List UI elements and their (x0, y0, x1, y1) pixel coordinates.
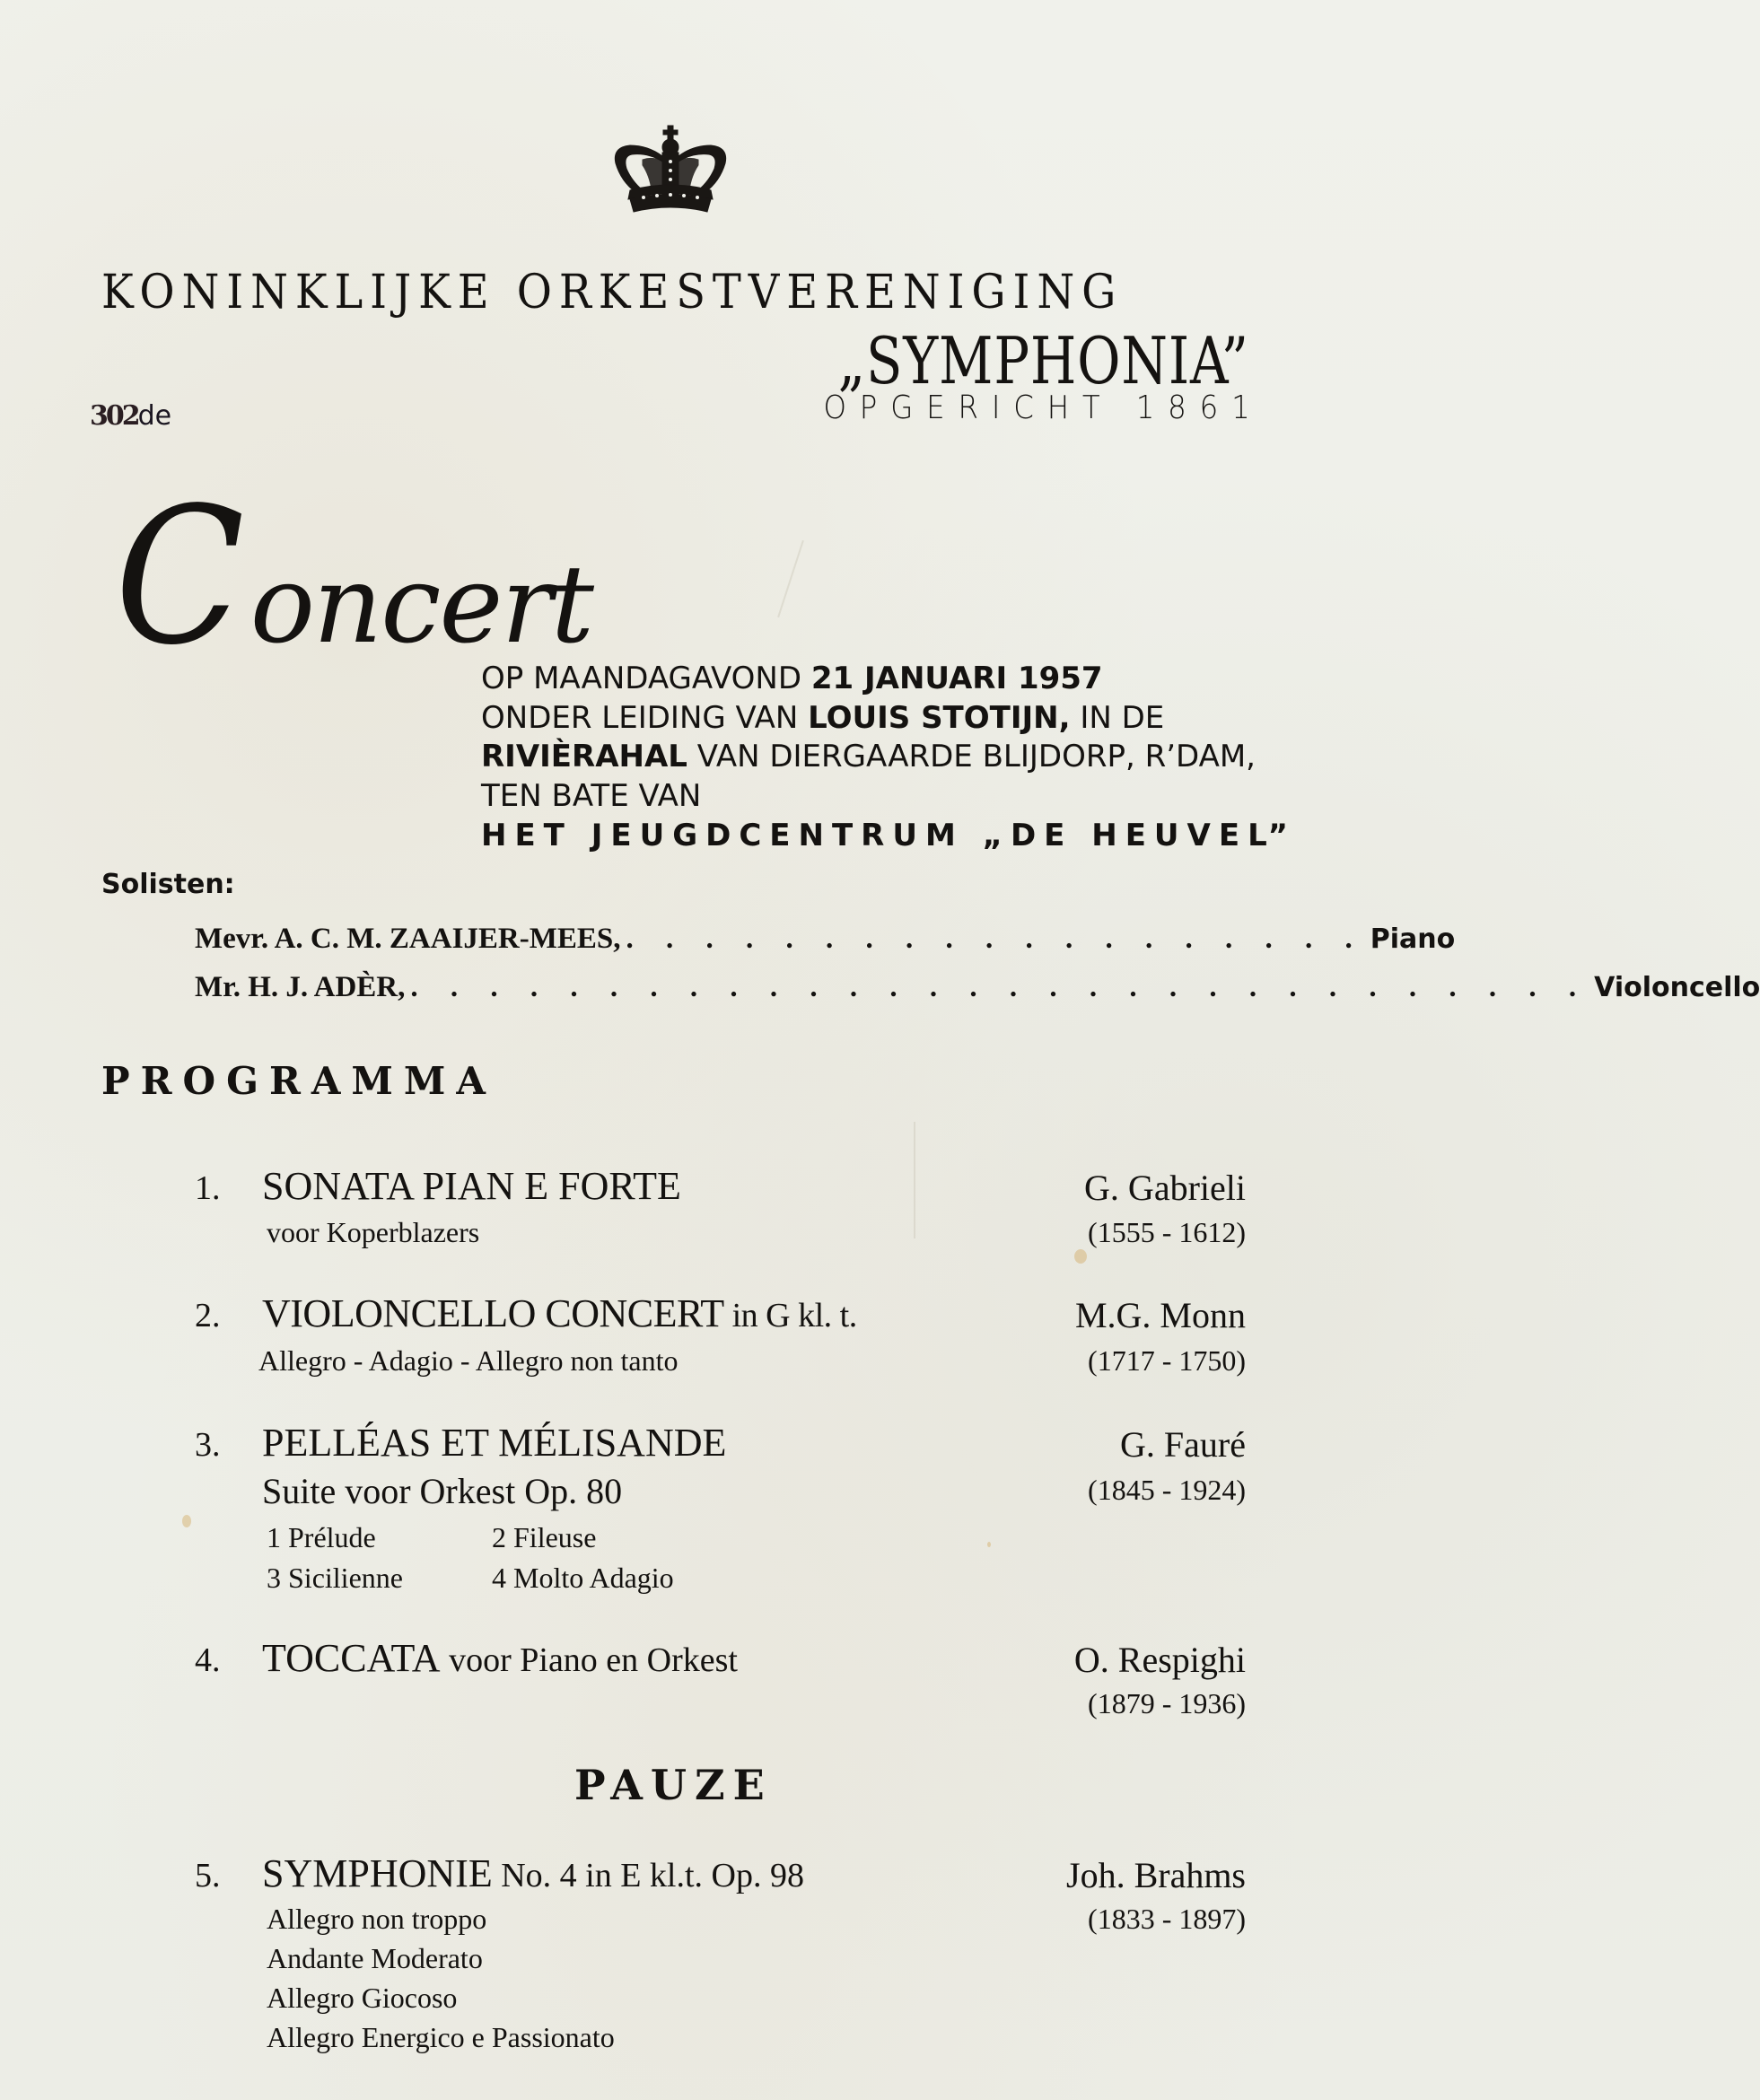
paper-crease (914, 1122, 915, 1238)
info-text: ONDER LEIDING VAN (481, 700, 809, 736)
work-title: PELLÉAS ET MÉLISANDE (262, 1421, 727, 1465)
item-title (262, 1163, 681, 1209)
organization-name: KONINKLIJKE ORKESTVERENIGING (101, 266, 1124, 319)
soloist-row (195, 971, 1760, 1004)
concert-number (90, 400, 171, 432)
info-text: VAN DIERGAARDE BLIJDORP, R’DAM, (687, 739, 1256, 774)
composer-years: (1717 - 1750) (1088, 1344, 1246, 1377)
soloist-instrument: Violoncello (1594, 972, 1760, 1003)
concert-number-suffix: de (137, 400, 172, 432)
composer-name: M.G. Monn (1074, 1295, 1246, 1335)
conductor-name: LOUIS STOTIJN, (808, 700, 1071, 736)
composer-years: (1845 - 1924) (1088, 1474, 1246, 1506)
movement: Andante Moderato (267, 1942, 483, 1974)
work-instrumentation: voor Piano en Orkest (440, 1641, 738, 1679)
movement: Allegro Energico e Passionato (267, 2021, 615, 2053)
leader-dots: . . . . . . . . . . . . . . . . . . . (626, 923, 1365, 955)
info-text: OP MAANDAGAVOND (481, 661, 811, 696)
movement: 4 Molto Adagio (492, 1562, 674, 1594)
beneficiary-name: HET JEUGDCENTRUM „DE HEUVEL” (481, 818, 1296, 853)
composer-name: O. Respighi (1073, 1640, 1246, 1680)
item-number: 5. (195, 1857, 221, 1894)
concert-title-script (108, 467, 592, 687)
item-number: 2. (195, 1297, 221, 1334)
work-title: SONATA PIAN E FORTE (262, 1164, 681, 1208)
work-key: No. 4 in E kl.t. Op. 98 (492, 1857, 804, 1894)
concert-initial: C (114, 467, 243, 687)
item-subtitle: voor Koperblazers (267, 1216, 480, 1248)
item-title (262, 1420, 726, 1466)
leader-dots: . . . . . . . . . . . . . . . . . . . . . . . . . . . . . . (410, 971, 1589, 1003)
composer-years: (1555 - 1612) (1088, 1216, 1246, 1248)
movement: Allegro non troppo (267, 1903, 487, 1935)
soloist-instrument: Piano (1370, 923, 1456, 955)
soloist-name: Mevr. A. C. M. ZAAIJER-MEES, (195, 923, 621, 955)
work-title: SYMPHONIE (262, 1851, 493, 1895)
work-title: VIOLONCELLO CONCERT (262, 1291, 724, 1335)
movement: 2 Fileuse (492, 1521, 597, 1553)
item-number: 1. (195, 1169, 221, 1207)
composer-name: Joh. Brahms (1066, 1855, 1246, 1895)
concert-date: 21 JANUARI 1957 (810, 661, 1103, 696)
item-title (262, 1851, 804, 1896)
item-title (262, 1291, 857, 1336)
composer-years: (1833 - 1897) (1088, 1903, 1246, 1935)
item-subtitle: Allegro - Adagio - Allegro non tanto (258, 1344, 679, 1377)
item-number: 3. (195, 1426, 221, 1464)
composer-name: G. Fauré (1120, 1424, 1246, 1465)
info-venue-line (481, 739, 1256, 774)
info-conductor-line (481, 700, 1164, 736)
soloist-name: Mr. H. J. ADÈR, (195, 971, 406, 1003)
paper-crease (777, 540, 804, 617)
venue-name: RIVIÈRAHAL (481, 739, 687, 774)
royal-crown-icon (603, 126, 738, 215)
work-key: in G kl. t. (723, 1297, 857, 1334)
movement: Allegro Giocoso (267, 1982, 458, 2014)
work-title: TOCCATA (262, 1636, 441, 1680)
item-subtitle: Suite voor Orkest Op. 80 (262, 1471, 623, 1511)
composer-name: G. Gabrieli (1084, 1168, 1246, 1208)
movement: 3 Sicilienne (267, 1562, 403, 1594)
founding-year: OPGERICHT 1861 (823, 389, 1264, 426)
paper-stain (1074, 1249, 1087, 1264)
soloists-label: Solisten: (101, 869, 235, 900)
concert-rest: oncert (250, 543, 593, 668)
orchestra-name: „SYMPHONIA” (837, 323, 1249, 398)
paper-stain (182, 1515, 191, 1527)
composer-years: (1879 - 1936) (1088, 1687, 1246, 1719)
programme-heading: PROGRAMMA (101, 1059, 497, 1103)
movement: 1 Prélude (267, 1521, 376, 1553)
info-text: IN DE (1070, 700, 1165, 736)
paper-stain (987, 1542, 991, 1547)
intermission-heading: PAUZE (574, 1761, 773, 1809)
item-title (262, 1635, 738, 1681)
item-number: 4. (195, 1641, 221, 1679)
info-date-line (481, 661, 1103, 696)
concert-number-value: 302 (90, 400, 138, 432)
info-benefit-line: TEN BATE VAN (481, 778, 702, 814)
soloist-row (195, 923, 1456, 956)
